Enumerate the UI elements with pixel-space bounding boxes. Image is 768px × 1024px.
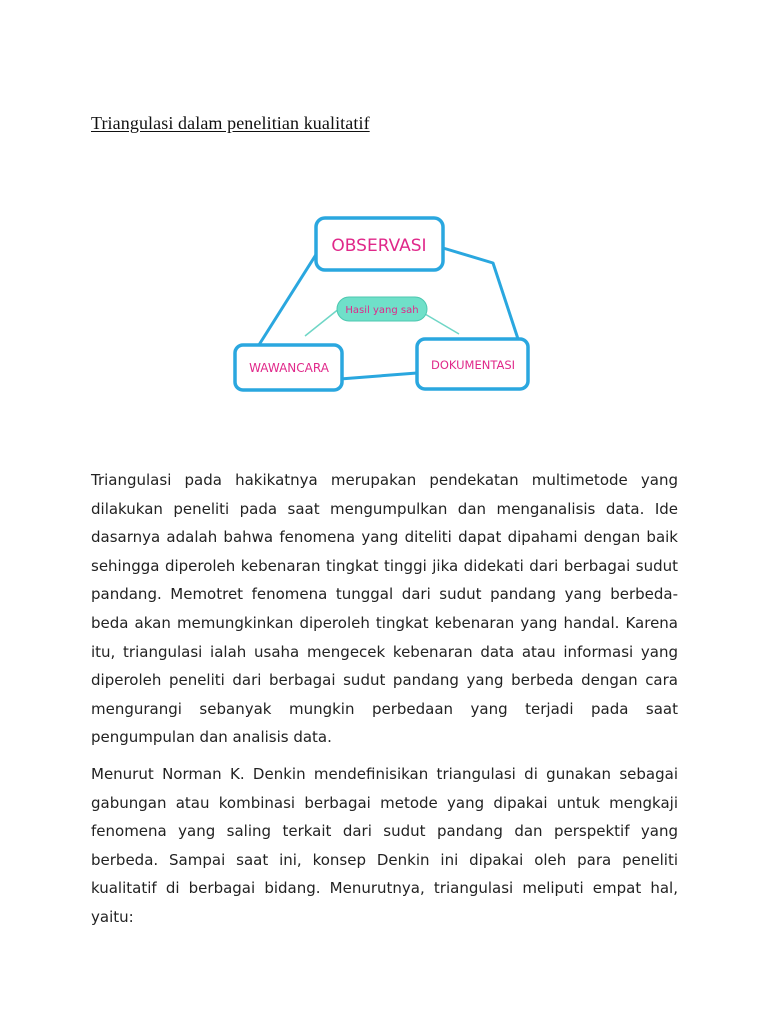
node-wawancara-label: WAWANCARA (249, 361, 329, 375)
node-dokumentasi-label: DOKUMENTASI (430, 358, 516, 372)
triangulation-diagram (225, 208, 545, 400)
node-observasi-label: OBSERVASI (331, 236, 427, 256)
body-text (91, 466, 678, 940)
node-hasil (337, 297, 427, 321)
connector-bottom (340, 373, 417, 379)
spoke-left (305, 308, 340, 336)
paragraph-1: Triangulasi pada hakikatnya merupakan pendekatan multimetode yang dilakukan peneliti pada saat mengumpulkan dan menganalisis data. Ide dasarnya adalah bahwa fenomena yang diteliti dapat dipahami dengan baik sehingga diperoleh kebenaran tingkat tinggi jika didekati dari berbagai sudut pandang. Memotret fenomena tunggal dari sudut pandang yang berbeda-beda akan memungkinkan diperoleh tingkat kebenaran yang handal. Karena itu, triangulasi ialah usaha mengecek kebenaran data atau informasi yang diperoleh peneliti dari berbagai sudut pandang yang berbeda dengan cara mengurangi sebanyak mungkin perbedaan yang terjadi pada saat pengumpulan dan analisis data. (91, 471, 678, 747)
connector-top-right (443, 248, 521, 348)
spoke-right (425, 314, 459, 334)
paragraph-2: Menurut Norman K. Denkin mendefinisikan triangulasi di gunakan sebagai gabungan atau kombinasi berbagai metode yang dipakai untuk mengkaji fenomena yang saling terkait dari sudut pandang dan perspektif yang berbeda. Sampai saat ini, konsep Denkin ini dipakai oleh para peneliti kualitatif di berbagai bidang. Menurutnya, triangulasi meliputi empat hal, yaitu: (91, 764, 678, 926)
node-hasil-label: Hasil yang sah (345, 305, 419, 316)
document-title: Triangulasi dalam penelitian kualitatif (91, 113, 370, 133)
node-observasi (316, 218, 443, 270)
node-wawancara (235, 345, 342, 390)
node-dokumentasi (417, 339, 528, 389)
